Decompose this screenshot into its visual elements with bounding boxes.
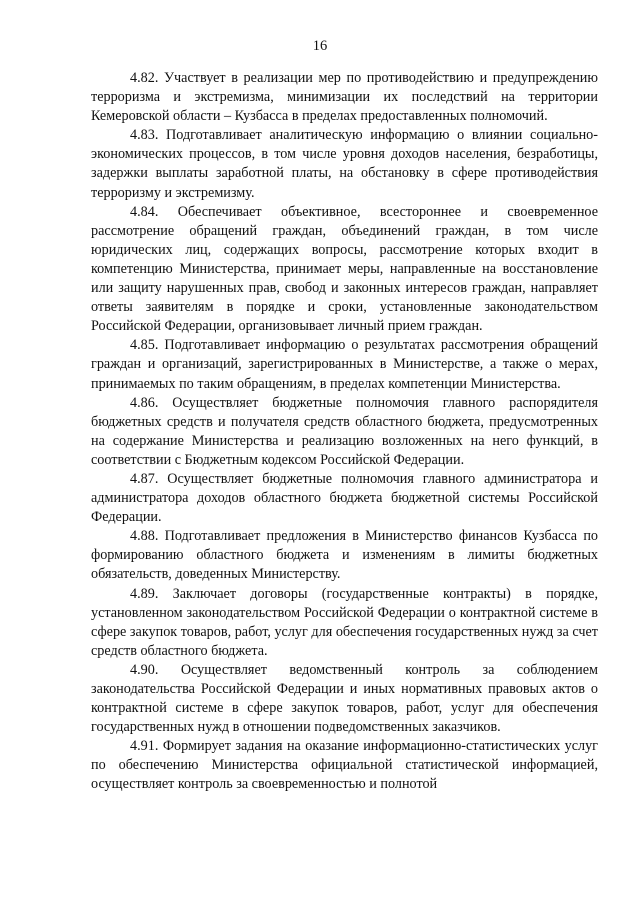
paragraph-text: Участвует в реализации мер по противодействию и предупреждению терроризма и экстремизма, минимизации их последствий на территории Кемеровской области – Кузбасса в пределах предоставленных полномочий.: [91, 70, 598, 125]
paragraph-text: Осуществляет ведомственный контроль за соблюдением законодательства Российской Федерации и иных нормативных правовых актов о контрактной системе в сфере закупок товаров, работ, услуг для обеспечения государственных нужд в отношении подведомственных заказчиков.: [91, 661, 598, 736]
paragraph-number: 4.83.: [130, 127, 159, 144]
paragraph-text: Формирует задания на оказание информационно-статистических услуг по обеспечению Министерства официальной статистической информацией, осуществляет контроль за своевременностью и полнотой: [91, 738, 599, 793]
paragraph-number: 4.86.: [130, 394, 159, 411]
document-body: [91, 69, 598, 795]
paragraph: [91, 69, 598, 126]
paragraph: [91, 336, 598, 393]
paragraph-number: 4.84.: [130, 203, 159, 220]
paragraph: [91, 661, 598, 737]
paragraph-text: Подготавливает предложения в Министерство финансов Кузбасса по формированию областного бюджета и изменениям в лимиты бюджетных обязательств, доведенных Министерству.: [91, 528, 599, 583]
paragraph-number: 4.89.: [130, 585, 159, 602]
paragraph: [91, 737, 598, 794]
paragraph: [91, 126, 598, 202]
paragraph: [91, 394, 598, 470]
paragraph-text: Заключает договоры (государственные контракты) в порядке, установленном законодательством Российской Федерации о контрактной системе в сфере закупок товаров, работ, услуг для обеспечения государственных нужд за счет средств областного бюджета.: [91, 585, 598, 659]
paragraph-number: 4.90.: [130, 661, 159, 678]
paragraph: [91, 585, 598, 661]
paragraph: [91, 527, 598, 584]
paragraph-number: 4.87.: [130, 470, 159, 487]
paragraph: [91, 470, 598, 527]
paragraph-text: Обеспечивает объективное, всестороннее и своевременное рассмотрение обращений граждан, объединений граждан, в том числе юридических лиц, содержащих вопросы, рассмотрение которых входит в компетенцию Министерства, принимает меры, направленные на восстановление или защиту нарушенных прав, свобод и законных интересов граждан, направляет ответы заявителям в порядке и сроки, установленные законодательством Российской Федерации, организовывает личный прием граждан.: [91, 203, 598, 335]
paragraph-text: Осуществляет бюджетные полномочия главного администратора и администратора доходов областного бюджета бюджетной системы Российской Федерации.: [91, 470, 598, 526]
paragraph-number: 4.91.: [130, 738, 159, 755]
paragraph-text: Подготавливает аналитическую информацию о влиянии социально-экономических процессов, в том числе уровня доходов населения, безработицы, задержки выплаты заработной платы, на обстановку в сфере противодействия терроризму и экстремизму.: [91, 127, 598, 201]
page-number: 16: [312, 38, 328, 54]
paragraph-text: Подготавливает информацию о результатах рассмотрения обращений граждан и организаций, зарегистрированных в Министерстве, а также о мерах, принимаемых по таким обращениям, в пределах компетенции Министерства.: [91, 337, 598, 392]
paragraph: [91, 203, 598, 337]
paragraph-text: Осуществляет бюджетные полномочия главного распорядителя бюджетных средств и получателя средств областного бюджета, предусмотренных на содержание Министерства и реализацию возложенных на него функций, в соответствии с Бюджетным кодексом Российской Федерации.: [91, 394, 599, 468]
paragraph-number: 4.88.: [130, 528, 159, 545]
paragraph-number: 4.85.: [130, 337, 159, 354]
paragraph-number: 4.82.: [130, 70, 159, 86]
